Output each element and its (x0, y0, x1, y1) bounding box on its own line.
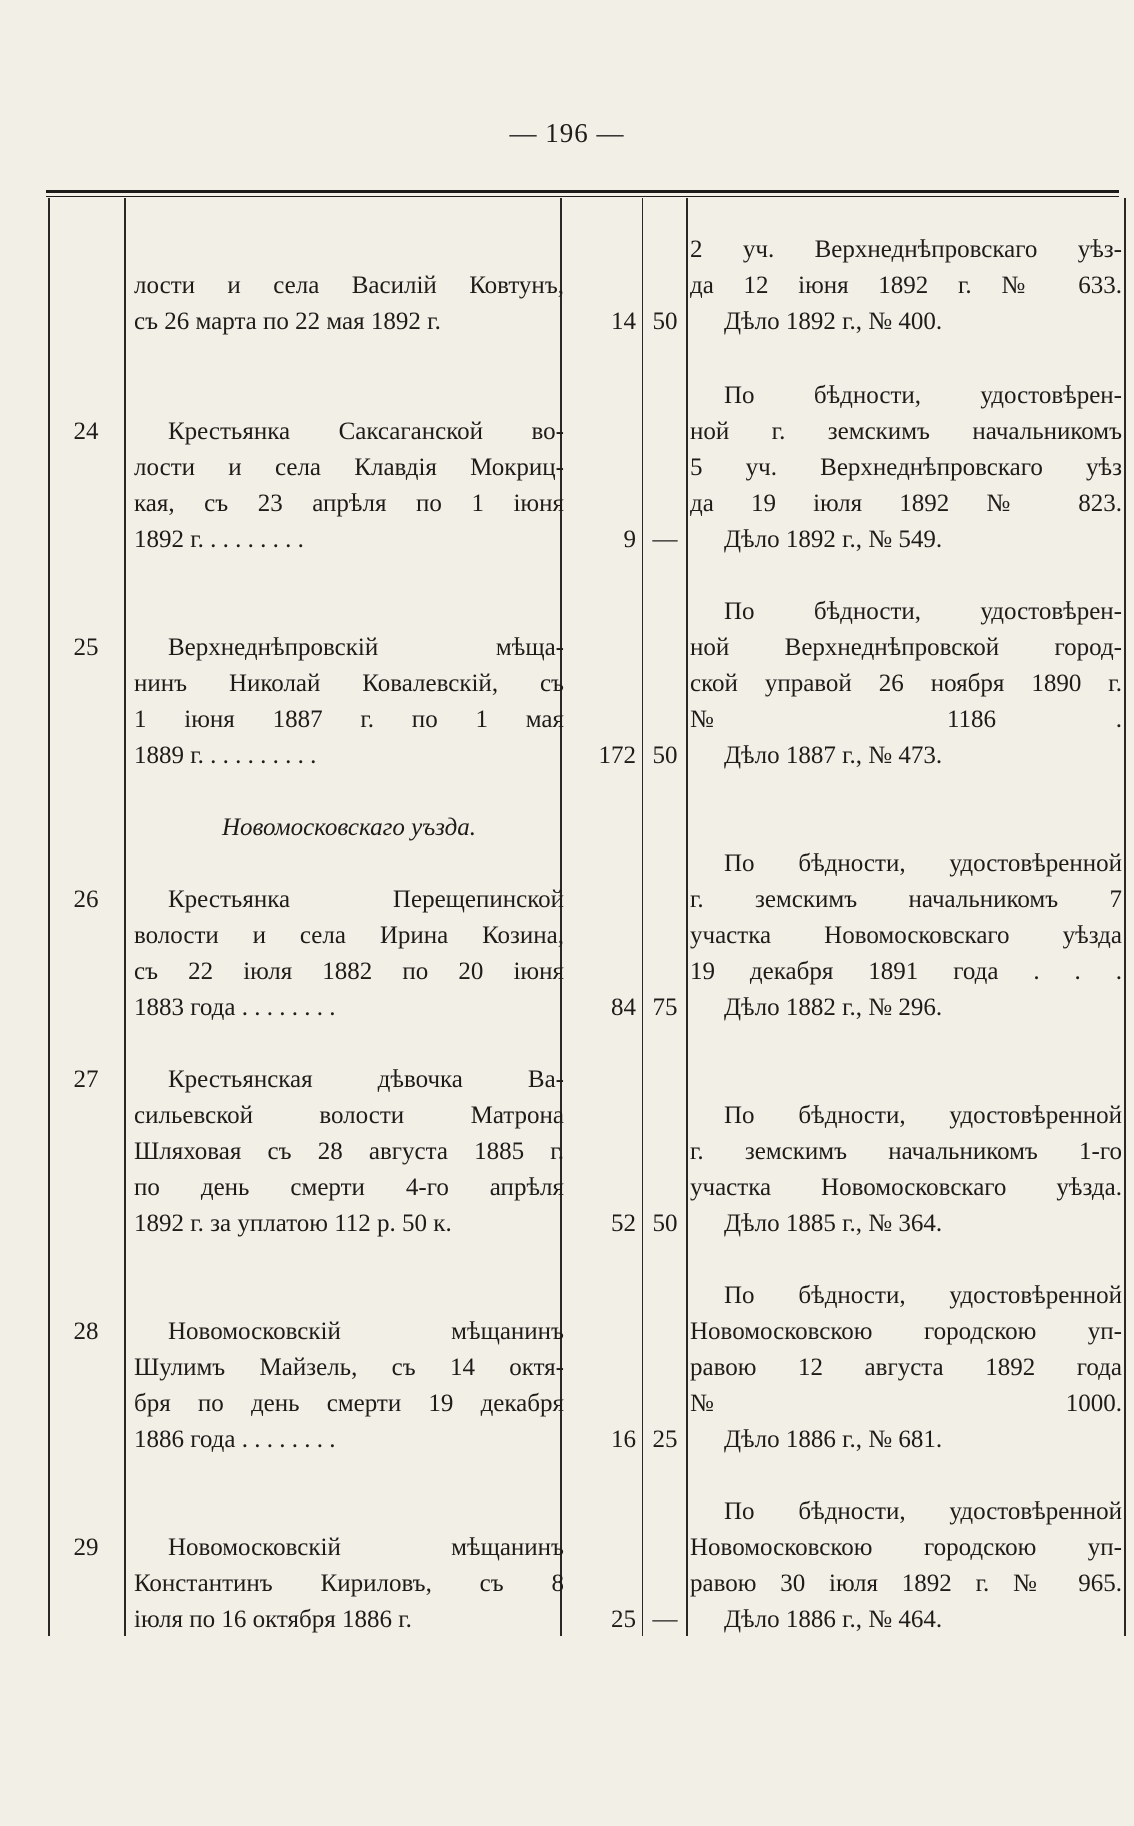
entry-rubles: 172 (598, 742, 636, 769)
entry-description-line: волости и села Ирина Козина, (134, 922, 564, 949)
entry-note-line: По бѣдности, удостовѣрен- (724, 598, 1122, 625)
entry-description-line: 1 іюня 1887 г. по 1 мая (134, 706, 564, 733)
entry-description-line: Новомосковскій мѣщанинъ (168, 1318, 564, 1345)
entry-kopecks: 25 (652, 1426, 678, 1453)
entry-note-line: По бѣдности, удостовѣренной (724, 1282, 1122, 1309)
entry-description-line: 1892 г. за уплатою 112 р. 50 к. (134, 1210, 452, 1237)
entry-description-line: нинъ Николай Ковалевскій, съ (134, 670, 564, 697)
entry-description-line: Шляховая съ 28 августа 1885 г. (134, 1138, 564, 1165)
entry-note-line: Дѣло 1887 г., № 473. (724, 742, 943, 769)
entry-description-line: бря по день смерти 19 декабря (134, 1390, 564, 1417)
entry-description-line: Крестьянская дѣвочка Ва- (168, 1066, 564, 1093)
entry-description-line: лости и села Василій Ковтунъ, (134, 272, 564, 299)
entry-note-line: Дѣло 1886 г., № 681. (724, 1426, 943, 1453)
entry-note-line: 2 уч. Верхнеднѣпровскаго уѣз- (690, 236, 1122, 263)
entry-rubles: 84 (611, 994, 636, 1021)
entry-note-line: равою 30 іюля 1892 г. № 965. (690, 1570, 1122, 1597)
entry-number: 26 (73, 886, 99, 913)
entry-description-line: Константинъ Кириловъ, съ 8 (134, 1570, 564, 1597)
entry-note-line: № 1186 . (690, 706, 1122, 733)
entry-kopecks: 50 (652, 308, 678, 335)
section-title: Новомосковскаго уъзда. (221, 814, 476, 841)
entry-description-line: Шулимъ Майзель, съ 14 октя- (134, 1354, 564, 1381)
entry-note-line: По бѣдности, удостовѣренной (724, 1102, 1122, 1129)
entry-number: 27 (73, 1066, 99, 1093)
entry-rubles: 16 (611, 1426, 636, 1453)
entry-note-line: Новомосковскою городскою уп- (690, 1534, 1122, 1561)
page-number: — 196 — (509, 118, 625, 148)
entry-description-line: 1892 г. . . . . . . . . (134, 526, 304, 553)
column-divider (1124, 198, 1126, 1636)
entry-kopecks: 75 (652, 994, 678, 1021)
entry-note-line: г. земскимъ начальникомъ 1-го (690, 1138, 1122, 1165)
entry-rubles: 9 (623, 526, 636, 553)
entry-note-line: да 12 іюня 1892 г. № 633. (690, 272, 1122, 299)
entry-number: 25 (73, 634, 99, 661)
entry-description-line: іюля по 16 октября 1886 г. (134, 1606, 412, 1633)
entry-note-line: Дѣло 1886 г., № 464. (724, 1606, 943, 1633)
entry-note-line: Новомосковскою городскою уп- (690, 1318, 1122, 1345)
entry-note-line: Дѣло 1882 г., № 296. (724, 994, 943, 1021)
entry-description-line: по день смерти 4-го апрѣля (134, 1174, 564, 1201)
column-divider (642, 198, 643, 1636)
entry-note-line: По бѣдности, удостовѣренной (724, 1498, 1122, 1525)
entry-description-line: Новомосковскій мѣщанинъ (168, 1534, 564, 1561)
entry-description-line: 1883 года . . . . . . . . (134, 994, 336, 1021)
entry-note-line: 19 декабря 1891 года . . . (690, 958, 1122, 985)
entry-note-line: 5 уч. Верхнеднѣпровскаго уѣз (690, 454, 1122, 481)
entry-kopecks: — (652, 1606, 678, 1633)
entry-note-line: участка Новомосковскаго уѣзда (690, 922, 1122, 949)
entry-description-line: Верхнеднѣпровскій мѣща- (168, 634, 564, 661)
entry-rubles: 25 (611, 1606, 636, 1633)
entry-note-line: участка Новомосковскаго уѣзда. (690, 1174, 1122, 1201)
entry-note-line: Дѣло 1892 г., № 549. (724, 526, 943, 553)
entry-note-line: По бѣдности, удостовѣрен- (724, 382, 1122, 409)
entry-description-line: 1886 года . . . . . . . . (134, 1426, 336, 1453)
entry-note-line: Дѣло 1885 г., № 364. (724, 1210, 943, 1237)
entry-note-line: По бѣдности, удостовѣренной (724, 850, 1122, 877)
entry-description-line: кая, съ 23 апрѣля по 1 іюня (134, 490, 564, 517)
entry-number: 28 (73, 1318, 99, 1345)
entry-description-line: 1889 г. . . . . . . . . . (134, 742, 317, 769)
entry-description-line: съ 26 марта по 22 мая 1892 г. (134, 308, 441, 335)
entry-kopecks: 50 (652, 742, 678, 769)
table-top-rule-thin (46, 196, 1119, 197)
entry-kopecks: 50 (652, 1210, 678, 1237)
entry-number: 29 (73, 1534, 99, 1561)
entry-note-line: Дѣло 1892 г., № 400. (724, 308, 943, 335)
column-divider (686, 198, 688, 1636)
entry-rubles: 52 (611, 1210, 636, 1237)
entry-note-line: ной Верхнеднѣпровской город- (690, 634, 1122, 661)
entry-note-line: г. земскимъ начальникомъ 7 (690, 886, 1122, 913)
entry-note-line: ской управой 26 ноября 1890 г. (690, 670, 1122, 697)
entry-rubles: 14 (611, 308, 636, 335)
entry-description-line: Крестьянка Саксаганской во- (168, 418, 564, 445)
entry-kopecks: — (652, 526, 678, 553)
table-top-rule (46, 190, 1119, 193)
entry-description-line: сильевской волости Матрона (134, 1102, 564, 1129)
entry-description-line: Крестьянка Перещепинской (168, 886, 564, 913)
entry-note-line: ной г. земскимъ начальникомъ (690, 418, 1122, 445)
entry-description-line: съ 22 іюля 1882 по 20 іюня (134, 958, 564, 985)
entry-number: 24 (73, 418, 99, 445)
entry-description-line: лости и села Клавдія Мокриц- (134, 454, 564, 481)
entry-note-line: равою 12 августа 1892 года (690, 1354, 1122, 1381)
entry-note-line: № 1000. (690, 1390, 1122, 1417)
entry-note-line: да 19 іюля 1892 № 823. (690, 490, 1122, 517)
column-divider (124, 198, 126, 1636)
